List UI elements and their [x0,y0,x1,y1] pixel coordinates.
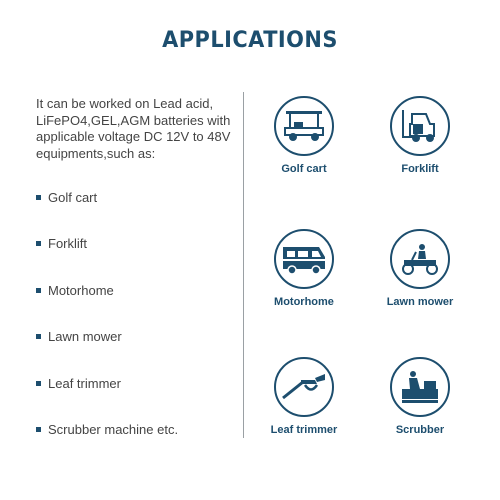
app-motorhome [249,229,359,308]
app-forklift [365,96,475,175]
app-label: Leaf trimmer [270,424,338,436]
scrubber-icon [390,357,450,417]
intro-text: It can be worked on Lead acid, LiFePO4,GEL,AGM batteries with applicable voltage DC 12V to 48V equipments,such as: [36,96,231,161]
list-item [36,329,122,344]
list-item [36,190,97,205]
list-item-label: Forklift [48,236,87,251]
app-label: Motorhome [274,296,334,308]
bullet-icon [36,195,41,200]
golf-cart-icon [274,96,334,156]
app-label: Scrubber [395,424,445,436]
bullet-icon [36,427,41,432]
app-label: Golf cart [281,163,327,175]
app-leaf-trimmer [249,357,359,436]
list-item [36,376,121,391]
bullet-icon [36,381,41,386]
list-item-label: Scrubber machine etc. [48,422,179,437]
bullet-icon [36,288,41,293]
app-lawn-mower [365,229,475,308]
motorhome-icon [274,229,334,289]
list-item-label: Motorhome [48,283,114,298]
list-item-label: Leaf trimmer [48,376,121,391]
forklift-icon [390,96,450,156]
leaf-trimmer-icon [274,357,334,417]
app-golf-cart [249,96,359,175]
app-scrubber [365,357,475,436]
list-item-label: Golf cart [48,190,98,205]
app-label: Lawn mower [386,296,454,308]
bullet-icon [36,241,41,246]
page-title: APPLICATIONS [162,28,338,53]
list-item [36,236,87,251]
list-item [36,422,178,437]
lawn-mower-icon [390,229,450,289]
list-item [36,283,114,298]
divider [243,92,244,438]
list-item-label: Lawn mower [48,329,122,344]
app-label: Forklift [401,163,439,175]
bullet-icon [36,334,41,339]
